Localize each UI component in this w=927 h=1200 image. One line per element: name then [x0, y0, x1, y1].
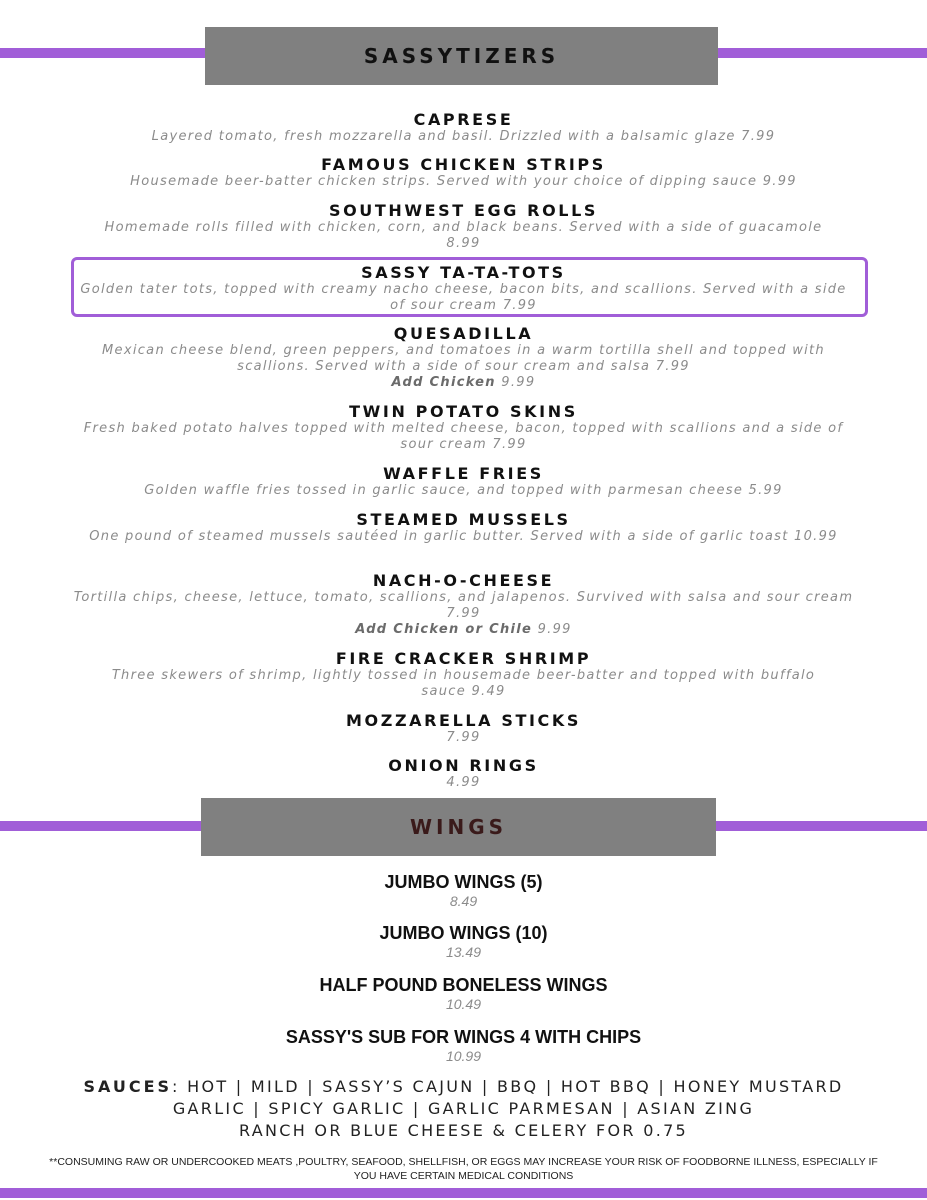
sauces-block [20, 1076, 907, 1142]
item-name: JUMBO WINGS (5) [384, 872, 543, 892]
item-price: 10.49 [445, 996, 482, 1012]
item-desc: Homemade rolls filled with chicken, corn, and black beans. Served with a side of guacamole 8.99 [104, 220, 823, 251]
sauces-label: SAUCES [83, 1077, 173, 1096]
item-price: 8.49 [449, 893, 478, 909]
addon-label: Add Chicken or Chile [355, 622, 533, 637]
item-name: SOUTHWEST EGG ROLLS [328, 201, 598, 220]
item-desc: Fresh baked potato halves topped with melted cheese, bacon, topped with scallions and a side of sour cream 7.99 [83, 421, 844, 452]
item-desc: Golden tater tots, topped with creamy nacho cheese, bacon bits, and scallions. Served with a side of sour cream 7.99 [80, 282, 847, 313]
item-name: NACH-O-CHEESE [372, 571, 555, 590]
sassytizers-header [205, 27, 718, 85]
menu-item-onion-rings [60, 756, 867, 791]
sauces-line-1 [20, 1076, 907, 1098]
wing-item-sub-for-wings [60, 1026, 867, 1065]
sauces-list-1: : HOT | MILD | SASSY’S CAJUN | BBQ | HOT BBQ | HONEY MUSTARD [172, 1077, 844, 1096]
item-desc: Mexican cheese blend, green peppers, and tomatoes in a warm tortilla shell and topped with scallions. Served with a side of sour cream and salsa 7.99 [102, 343, 825, 374]
item-desc: Tortilla chips, cheese, lettuce, tomato, scallions, and jalapenos. Survived with salsa and sour cream 7.99 [73, 590, 854, 621]
wings-header [201, 798, 716, 856]
addon-price: 9.99 [501, 375, 536, 390]
item-desc: Housemade beer-batter chicken strips. Served with your choice of dipping sauce 9.99 [130, 174, 797, 189]
menu-item-mussels [85, 510, 842, 545]
item-desc: Golden waffle fries tossed in garlic sauce, and topped with parmesan cheese 5.99 [144, 483, 783, 498]
item-desc: One pound of steamed mussels sautéed in garlic butter. Served with a side of garlic toast 10.99 [89, 529, 838, 544]
menu-item-potato-skins [70, 402, 857, 453]
item-name: FIRE CRACKER SHRIMP [335, 649, 592, 668]
menu-item-fire-cracker-shrimp [95, 649, 832, 700]
item-addon [70, 375, 857, 391]
item-name: HALF POUND BONELESS WINGS [319, 975, 608, 995]
wing-item-jumbo-5 [60, 871, 867, 910]
addon-label: Add Chicken [391, 375, 496, 390]
wings-title: WINGS [409, 815, 508, 839]
menu-item-waffle-fries [60, 464, 867, 499]
item-name: JUMBO WINGS (10) [379, 923, 548, 943]
item-name: STEAMED MUSSELS [356, 510, 571, 529]
menu-item-nach-o-cheese [70, 571, 857, 638]
item-desc: 7.99 [446, 730, 481, 745]
menu-item-mozzarella-sticks [60, 711, 867, 746]
item-name: ONION RINGS [388, 756, 539, 775]
item-desc: Three skewers of shrimp, lightly tossed in housemade beer-batter and topped with buffalo sauce 9.49 [111, 668, 816, 699]
menu-item-caprese [60, 110, 867, 145]
menu-item-quesadilla [70, 324, 857, 391]
sauces-line-2: GARLIC | SPICY GARLIC | GARLIC PARMESAN | ASIAN ZING [172, 1099, 755, 1118]
item-price: 10.99 [445, 1048, 482, 1064]
sauces-line-3: RANCH OR BLUE CHEESE & CELERY FOR 0.75 [238, 1121, 689, 1140]
item-addon [70, 622, 857, 638]
item-name: FAMOUS CHICKEN STRIPS [321, 155, 606, 174]
item-price: 13.49 [445, 944, 482, 960]
bottom-accent-band [0, 1188, 927, 1198]
disclaimer-line-2: YOU HAVE CERTAIN MEDICAL CONDITIONS [353, 1170, 574, 1182]
health-disclaimer [0, 1155, 927, 1183]
item-name: WAFFLE FRIES [383, 464, 544, 483]
item-desc: 4.99 [446, 775, 481, 790]
sassytizers-title: SASSYTIZERS [363, 44, 560, 68]
item-name: CAPRESE [413, 110, 514, 129]
wing-item-boneless [60, 974, 867, 1013]
addon-price: 9.99 [537, 622, 572, 637]
item-desc: Layered tomato, fresh mozzarella and basil. Drizzled with a balsamic glaze 7.99 [151, 129, 776, 144]
menu-item-chicken-strips [60, 155, 867, 190]
item-name: TWIN POTATO SKINS [349, 402, 578, 421]
item-name: SASSY TA-TA-TOTS [361, 263, 566, 282]
item-name: QUESADILLA [393, 324, 534, 343]
item-name: SASSY'S SUB FOR WINGS 4 WITH CHIPS [285, 1027, 642, 1047]
wing-item-jumbo-10 [60, 922, 867, 961]
item-name: MOZZARELLA STICKS [346, 711, 581, 730]
menu-item-ta-ta-tots [78, 263, 849, 314]
disclaimer-line-1: **CONSUMING RAW OR UNDERCOOKED MEATS ,POULTRY, SEAFOOD, SHELLFISH, OR EGGS MAY INCREASE YOUR RISK OF FOODBORNE ILLNESS, ESPECIALLY IF [49, 1156, 878, 1168]
menu-item-egg-rolls [100, 201, 827, 252]
